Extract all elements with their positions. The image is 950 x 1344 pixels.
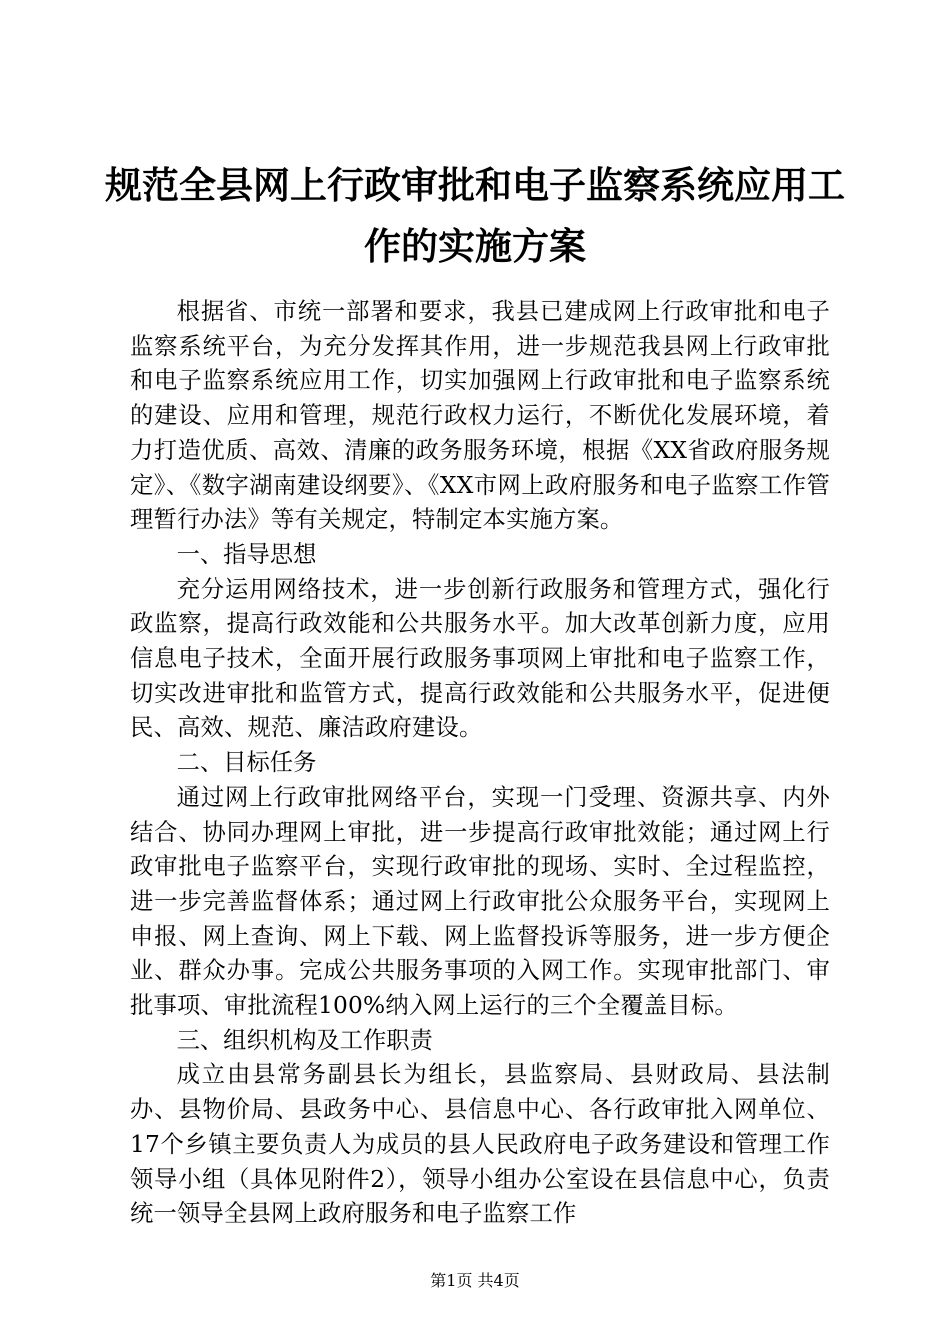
section-paragraph-organization: 成立由县常务副县长为组长，县监察局、县财政局、县法制办、县物价局、县政务中心、县信息中心、各行政审批入网单位、17个乡镇主要负责人为成员的县人民政府电子政务建设和管理工作领导小组（具体见附件2），领导小组办公室设在县信息中心，负责统一领导全县网上政府服务和电子监察工作 xyxy=(130,1061,830,1228)
section-heading-organization: 三、组织机构及工作职责 xyxy=(176,1026,433,1054)
document-body xyxy=(130,295,830,1232)
document-title-line-1: 规范全县网上行政审批和电子监察系统应用工 xyxy=(105,163,845,207)
page-number-footer: 第1页 共4页 xyxy=(430,1271,520,1290)
section-paragraph-goals: 通过网上行政审批网络平台，实现一门受理、资源共享、内外结合、协同办理网上审批，进一步提高行政审批效能；通过网上行政审批电子监察平台，实现行政审批的现场、实时、全过程监控，进一步完善监督体系；通过网上行政审批公众服务平台，实现网上申报、网上查询、网上下载、网上监督投诉等服务，进一步方便企业、群众办事。完成公共服务事项的入网工作。实现审批部门、审批事项、审批流程100%纳入网上运行的三个全覆盖目标。 xyxy=(130,783,830,1020)
section-heading-guiding-ideology: 一、指导思想 xyxy=(176,540,317,568)
document-title-line-2: 作的实施方案 xyxy=(364,224,586,268)
section-heading-goals: 二、目标任务 xyxy=(176,749,317,777)
section-paragraph-guiding-ideology: 充分运用网络技术，进一步创新行政服务和管理方式，强化行政监察，提高行政效能和公共服务水平。加大改革创新力度，应用信息电子技术，全面开展行政服务事项网上审批和电子监察工作，切实改进审批和监管方式，提高行政效能和公共服务水平，促进便民、高效、规范、廉洁政府建设。 xyxy=(130,575,830,742)
intro-paragraph: 根据省、市统一部署和要求，我县已建成网上行政审批和电子监察系统平台，为充分发挥其作用，进一步规范我县网上行政审批和电子监察系统应用工作，切实加强网上行政审批和电子监察系统的建设、应用和管理，规范行政权力运行，不断优化发展环境，着力打造优质、高效、清廉的政务服务环境，根据《XX省政府服务规定》、《数字湖南建设纲要》、《XX市网上政府服务和电子监察工作管理暂行办法》等有关规定，特制定本实施方案。 xyxy=(130,298,830,534)
